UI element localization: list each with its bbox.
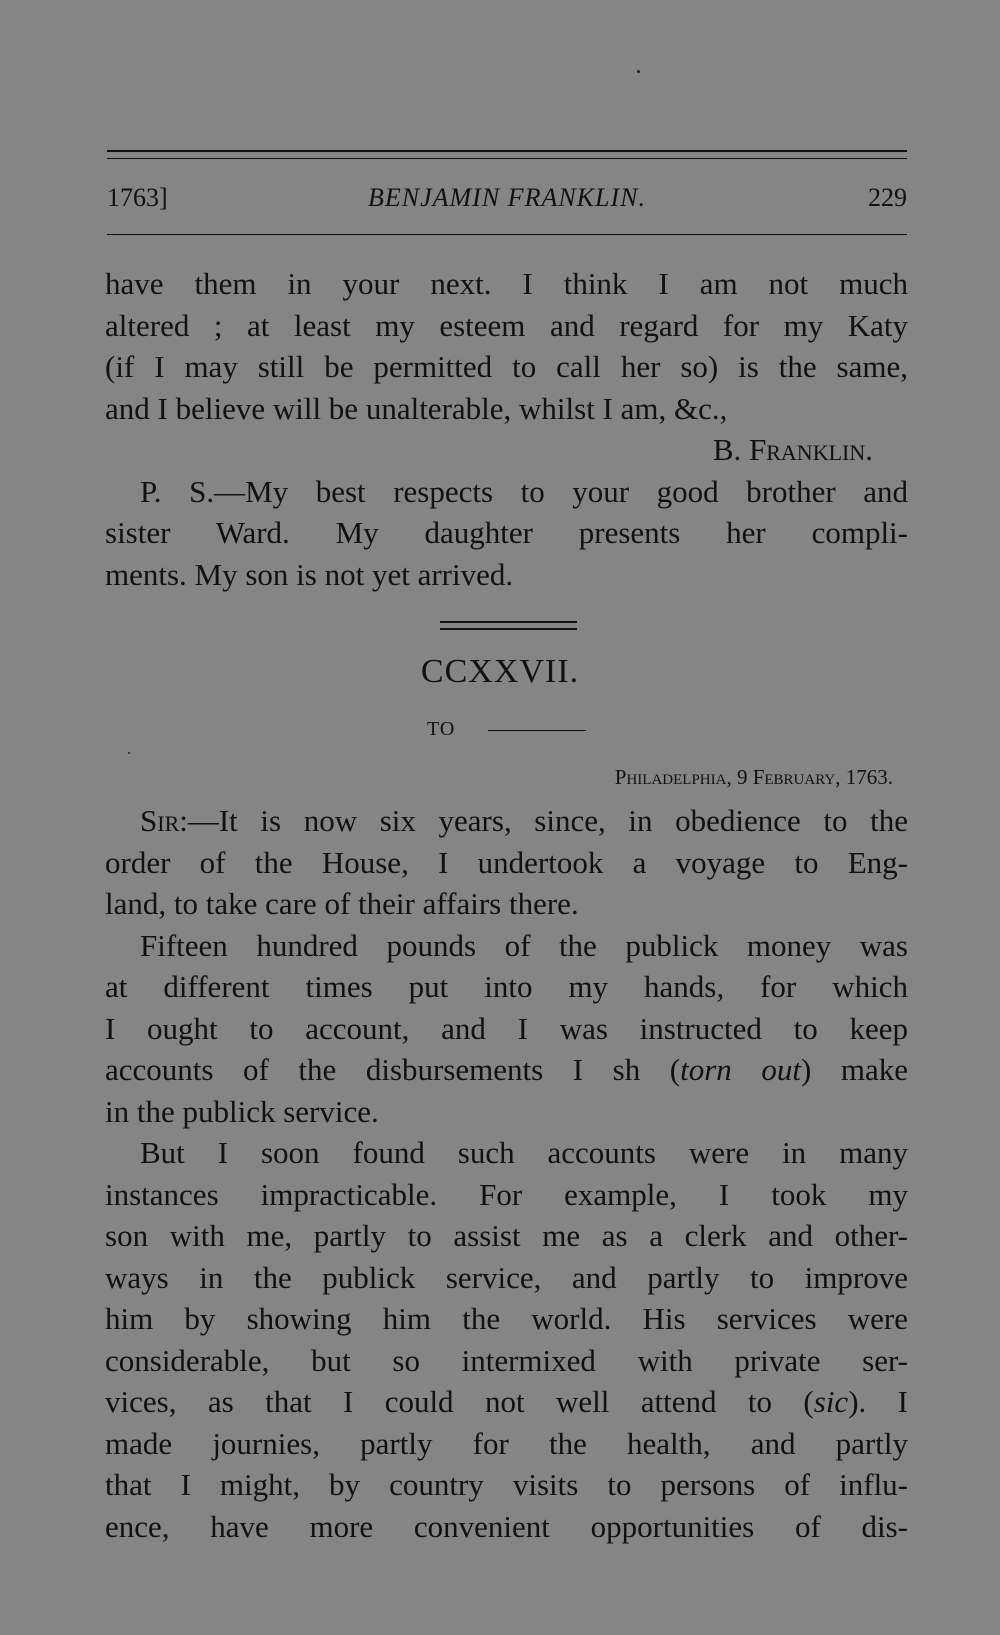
- text-line: But I soon found such accounts were in many: [140, 1135, 908, 1170]
- running-head: [107, 183, 907, 223]
- letter-number: CCXXVII.: [420, 653, 580, 690]
- editorial-note: torn out: [680, 1052, 801, 1087]
- text-line: Fifteen hundred pounds of the publick money was: [140, 927, 908, 963]
- text-line: that I might, by country visits to persons of influ-: [105, 1467, 908, 1502]
- continued-letter: [105, 263, 908, 595]
- postscript-line: sister Ward. My daughter presents her compli-: [105, 515, 908, 550]
- text-line: [105, 800, 908, 842]
- section-divider: [440, 621, 577, 630]
- page-number: 229: [868, 183, 907, 212]
- text-line: ways in the publick service, and partly to improve: [105, 1259, 908, 1295]
- text-line: accounts of the disbursements I sh (torn out) make: [105, 1052, 908, 1087]
- text-line: ence, have more convenient opportunities of dis-: [105, 1508, 908, 1544]
- header-rule-top-thin: [107, 158, 907, 159]
- text-line: (if I may still be permitted to call her so) is the same,: [105, 349, 908, 384]
- ink-speck: [128, 752, 130, 754]
- postscript-line: ments. My son is not yet arrived.: [105, 556, 514, 592]
- text-line: considerable, but so intermixed with private ser-: [105, 1342, 908, 1378]
- text-line: him by showing him the world. His services were: [105, 1301, 908, 1336]
- text-line: vices, as that I could not well attend to (sic). I: [105, 1384, 908, 1419]
- running-head-date: 1763]: [107, 183, 168, 212]
- text-line: son with me, partly to assist me as a clerk and other-: [105, 1218, 908, 1253]
- recipient-label: TO: [427, 718, 456, 740]
- recipient-blank: [488, 730, 586, 731]
- text-line: at different times put into my hands, for which: [105, 969, 908, 1004]
- text-line: made journies, partly for the health, and partly: [105, 1425, 908, 1461]
- text-line: have them in your next. I think I am not much: [105, 266, 908, 301]
- text-line: instances impracticable. For example, I took my: [105, 1176, 908, 1212]
- dateline: Philadelphia, 9 February, 1763.: [614, 765, 893, 789]
- editorial-note: sic: [813, 1384, 849, 1419]
- text-line: land, to take care of their affairs there.: [105, 886, 579, 921]
- text-line: I ought to account, and I was instructed to keep: [105, 1010, 908, 1046]
- header-rule-top: [107, 150, 907, 152]
- text-line-rest: :—It is now six years, since, in obedience to the: [179, 803, 908, 838]
- running-head-title: BENJAMIN FRANKLIN.: [368, 183, 646, 212]
- header-rule-bottom: [107, 234, 907, 235]
- signature: B. Franklin.: [712, 432, 873, 467]
- text-line: order of the House, I undertook a voyage to Eng-: [105, 844, 908, 880]
- text-line: and I believe will be unalterable, whilst I am, &c.,: [105, 390, 728, 426]
- letter-body: [105, 800, 908, 1547]
- text-line: in the publick service.: [105, 1093, 379, 1129]
- salutation: Sir: [140, 803, 180, 838]
- ink-speck: [637, 70, 640, 73]
- postscript-line: P. S.—My best respects to your good brother and: [140, 473, 908, 509]
- text-line: altered ; at least my esteem and regard for my Katy: [105, 307, 908, 343]
